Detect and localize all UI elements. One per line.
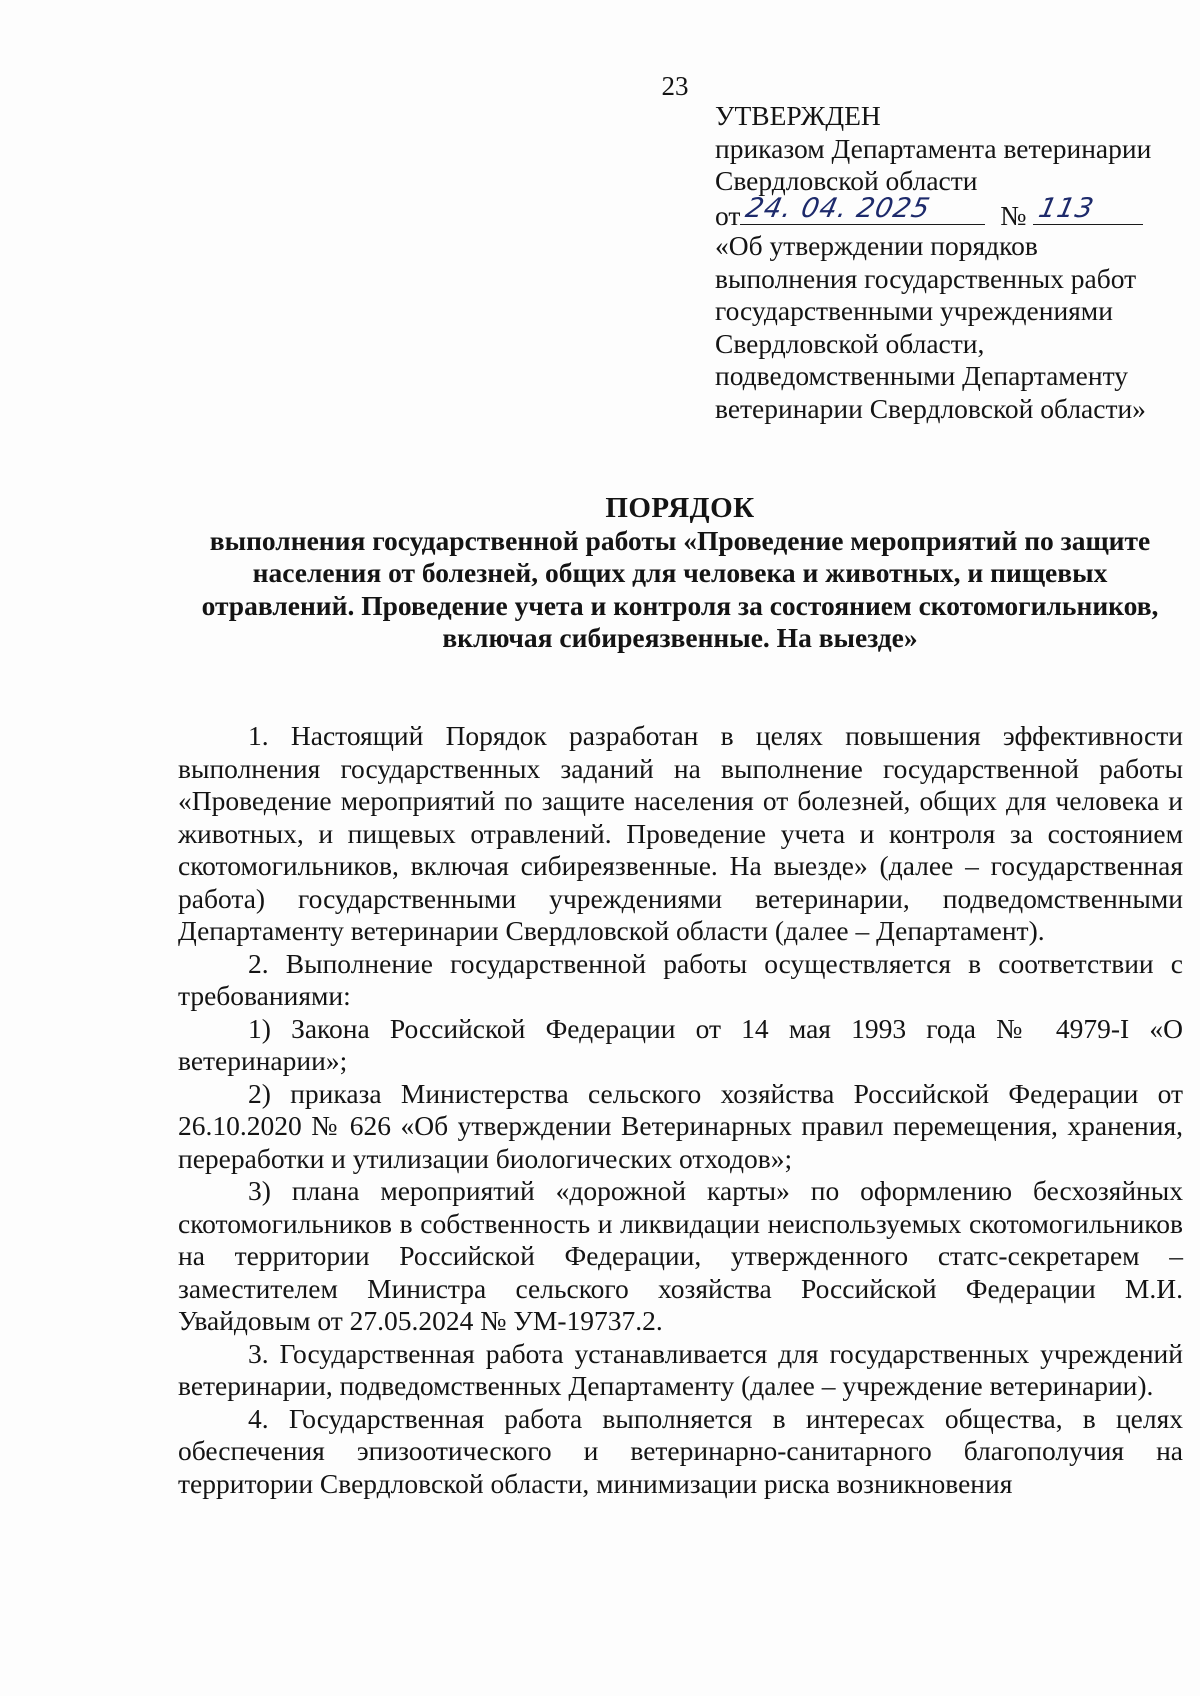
number-label: № <box>1000 199 1027 231</box>
approval-title-line: Свердловской области, <box>715 327 985 359</box>
body-paragraph: 2) приказа Министерства сельского хозяйства Российской Федерации от 26.10.2020 № 626 «Об утверждении Ветеринарных правил перемещения, хранения, переработки и утилизации биологических отходов»; <box>178 1077 1183 1174</box>
body-paragraph: 2. Выполнение государственной работы осуществляется в соответствии с требованиями: <box>178 947 1183 1011</box>
body-paragraph: 4. Государственная работа выполняется в интересах общества, в целях обеспечения эпизоотического и ветеринарно-санитарного благополучия на территории Свердловской области, минимизации риска возникновения <box>178 1402 1183 1499</box>
approval-title-line: выполнения государственных работ <box>715 262 1137 294</box>
body-paragraph: 1. Настоящий Порядок разработан в целях повышения эффективности выполнения государственных заданий на выполнение государственной работы «Проведение мероприятий по защите населения от болезней, общих для человека и животных, и пищевых отравлений. Проведение учета и контроля за состоянием скотомогильников, включая сибиреязвенные. На выезде» (далее – государственная работа) государственными учреждениями ветеринарии, подведомственными Департаменту ветеринарии Свердловской области (далее – Департамент). <box>178 720 1183 946</box>
document-body <box>178 720 1183 1500</box>
body-paragraph: 3) плана мероприятий «дорожной карты» по оформлению бесхозяйных скотомогильников в собственность и ликвидации неиспользуемых скотомогильников на территории Российской Федерации, утвержденного статс-секретарем – заместителем Министра сельского хозяйства Российской Федерации М.И. Увайдовым от 27.05.2024 № УМ-19737.2. <box>178 1175 1183 1336</box>
approval-line-order: приказом Департамента ветеринарии <box>715 132 1152 164</box>
document-title-subline: отравлений. Проведение учета и контроля за состоянием скотомогильников, <box>201 589 1159 621</box>
document-title-subline: выполнения государственной работы «Проведение мероприятий по защите <box>209 524 1151 556</box>
date-prefix: от <box>715 199 741 231</box>
document-title-subline: населения от болезней, общих для человека и животных, и пищевых <box>252 557 1108 588</box>
approval-title-line: государственными учреждениями <box>715 295 1113 326</box>
body-paragraph: 1) Закона Российской Федерации от 14 мая 1993 года № 4979-I «О ветеринарии»; <box>178 1012 1183 1076</box>
approval-title-line: ветеринарии Свердловской области» <box>715 392 1146 424</box>
approval-heading: УТВЕРЖДЕН <box>715 100 881 131</box>
document-title <box>160 492 1200 655</box>
approval-title-line: «Об утверждении порядков <box>715 230 1038 261</box>
document-title-main: ПОРЯДОК <box>605 492 755 524</box>
document-title-subline: включая сибиреязвенные. На выезде» <box>442 622 918 653</box>
approval-stamp-block <box>715 100 1185 425</box>
date-blank <box>740 193 985 225</box>
number-blank <box>1033 193 1143 225</box>
page-number: 23 <box>661 71 689 101</box>
approval-title-line: подведомственными Департаменту <box>715 360 1129 391</box>
handwritten-number: 113 <box>1036 193 1098 224</box>
approval-date-number-row <box>715 193 1185 231</box>
approval-line-region: Свердловской области <box>715 165 978 196</box>
handwritten-date: 24. 04. 2025 <box>743 193 934 224</box>
body-paragraph: 3. Государственная работа устанавливается для государственных учреждений ветеринарии, подведомственных Департаменту (далее – учреждение ветеринарии). <box>178 1337 1183 1401</box>
